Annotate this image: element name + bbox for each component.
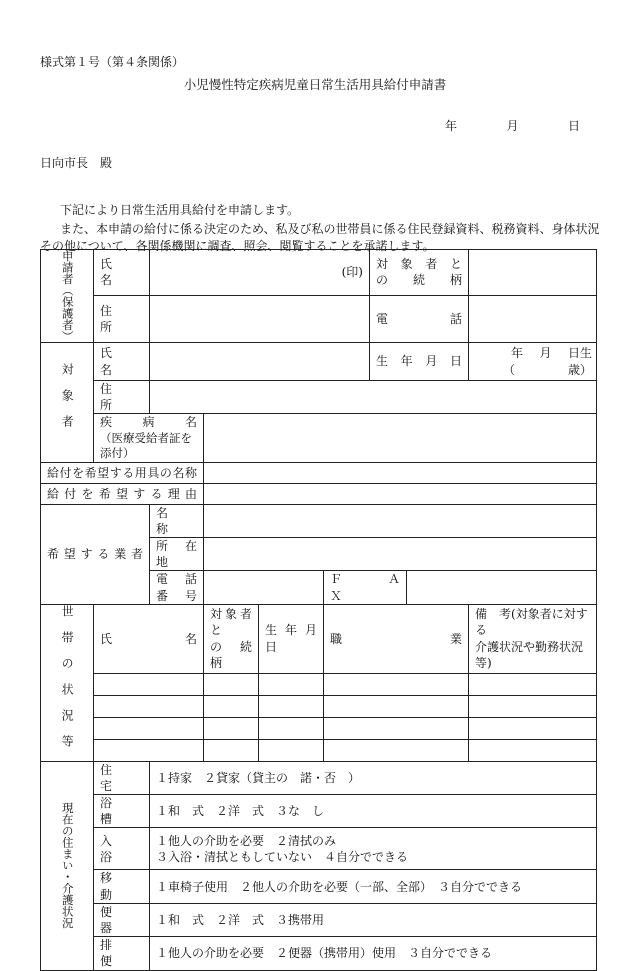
household-row-relation[interactable] (204, 673, 259, 695)
living-housing-label: 住 宅 (94, 761, 150, 794)
applicant-section-label: 申請者（保護者） (41, 250, 94, 343)
intro-line-1: 下記により日常生活用具給付を申請します。 (60, 203, 300, 217)
request-reason-label: 給付を希望する理由 (41, 483, 204, 504)
household-row-notes[interactable] (469, 695, 597, 717)
applicant-relation-field[interactable] (469, 250, 597, 296)
vendor-location-field[interactable] (204, 537, 597, 570)
date-year-label: 年 (445, 119, 458, 133)
subject-disease-label: 疾 病 名 （医療受給者証を添付） (94, 414, 204, 462)
applicant-address-label: 住 所 (94, 295, 150, 342)
household-row-relation[interactable] (204, 695, 259, 717)
subject-address-label: 住 所 (94, 381, 150, 414)
applicant-name-field[interactable] (150, 250, 370, 296)
living-bathtub-label: 浴 槽 (94, 795, 150, 828)
application-date (445, 117, 580, 134)
household-col-occupation: 職 業 (324, 604, 469, 673)
vendor-name-field[interactable] (204, 504, 597, 537)
vendor-fax-label: Ｆ Ａ Ｘ (324, 571, 407, 604)
household-row-birthdate[interactable] (259, 695, 324, 717)
household-row-birthdate[interactable] (259, 717, 324, 739)
household-row-birthdate[interactable] (259, 739, 324, 761)
vendor-fax-field[interactable] (407, 571, 597, 604)
living-mobility-options[interactable]: １車椅子使用 ２他人の介助を必要（一部、全部） ３自分でできる (150, 870, 597, 903)
intro-line-2: また、本申請の給付に係る決定のため、私及び私の世帯員に係る住民登録資料、税務資料、身体状況 (60, 222, 600, 236)
date-month-label: 月 (506, 119, 519, 133)
household-section-label: 世帯の状況等 (41, 604, 94, 761)
living-bathing-options[interactable]: １他人の介助を必要 ２清拭のみ ３入浴・清拭ともしていない ４自分でできる (150, 828, 597, 870)
applicant-phone-label: 電 話 (370, 295, 469, 342)
subject-birthdate-label: 生年月日 (370, 343, 469, 381)
household-col-birthdate: 生 年 月 日 (259, 604, 324, 673)
household-col-name: 氏 名 (94, 604, 204, 673)
living-bathtub-options[interactable]: １和 式 ２洋 式 ３な し (150, 795, 597, 828)
recipient: 日向市長 殿 (40, 156, 113, 170)
household-row-occupation[interactable] (324, 695, 469, 717)
vendor-phone-field[interactable] (204, 571, 324, 604)
household-row-occupation[interactable] (324, 717, 469, 739)
household-row-notes[interactable] (469, 739, 597, 761)
household-row-relation[interactable] (204, 739, 259, 761)
living-excretion-label: 排 便 (94, 937, 150, 970)
living-mobility-label: 移 動 (94, 870, 150, 903)
subject-section-label: 対象者 (41, 343, 94, 463)
date-day-label: 日 (567, 119, 580, 133)
form-number-label: 様式第１号（第４条関係） (40, 55, 185, 69)
household-row-notes[interactable] (469, 717, 597, 739)
applicant-phone-field[interactable] (469, 295, 597, 342)
applicant-relation-label: 対象者と の 続 柄 (370, 250, 469, 296)
living-toilet-label: 便 器 (94, 903, 150, 936)
living-toilet-options[interactable]: １和 式 ２洋 式 ３携帯用 (150, 903, 597, 936)
applicant-address-field[interactable] (150, 295, 370, 342)
living-bathing-label: 入 浴 (94, 828, 150, 870)
form-title: 小児慢性特定疾病児童日常生活用具給付申請書 (183, 77, 447, 92)
requested-item-label: 給付を希望する用具の名称 (41, 462, 204, 483)
vendor-location-label: 所 在 地 (150, 537, 204, 570)
subject-disease-field[interactable] (204, 414, 597, 462)
living-excretion-options[interactable]: １他人の介助を必要 ２便器（携帯用）使用 ３自分でできる (150, 937, 597, 970)
household-row-name[interactable] (94, 739, 204, 761)
application-table (40, 249, 597, 971)
intro-line-3: その他について、各関係機関に調査、照会、閲覧することを承諾します。 (40, 239, 435, 253)
household-row-occupation[interactable] (324, 739, 469, 761)
household-row-notes[interactable] (469, 673, 597, 695)
vendor-name-label: 名 称 (150, 504, 204, 537)
household-col-notes: 備 考(対象者に対する 介護状況や勤務状況等) (469, 604, 597, 673)
subject-name-label: 氏 名 (94, 343, 150, 381)
household-row-name[interactable] (94, 717, 204, 739)
applicant-name-label: 氏 名 (94, 250, 150, 296)
household-row-birthdate[interactable] (259, 673, 324, 695)
household-row-name[interactable] (94, 695, 204, 717)
household-row-name[interactable] (94, 673, 204, 695)
household-row-relation[interactable] (204, 717, 259, 739)
household-row-occupation[interactable] (324, 673, 469, 695)
requested-item-field[interactable] (204, 462, 597, 483)
subject-birthdate-field[interactable]: 年 月 日生 （ 歳） (469, 343, 597, 381)
vendor-phone-label: 電 話 番 号 (150, 571, 204, 604)
subject-name-field[interactable] (150, 343, 370, 381)
request-reason-field[interactable] (204, 483, 597, 504)
subject-address-field[interactable] (150, 381, 597, 414)
household-col-relation: 対象者と の 続 柄 (204, 604, 259, 673)
vendor-section-label: 希望する業者 (41, 504, 150, 604)
living-section-label: 現在の住まい・介護状況 (41, 761, 94, 970)
living-housing-options[interactable]: １持家 ２貸家（貸主の 諾・否 ） (150, 761, 597, 794)
seal-mark: (印) (341, 265, 363, 280)
